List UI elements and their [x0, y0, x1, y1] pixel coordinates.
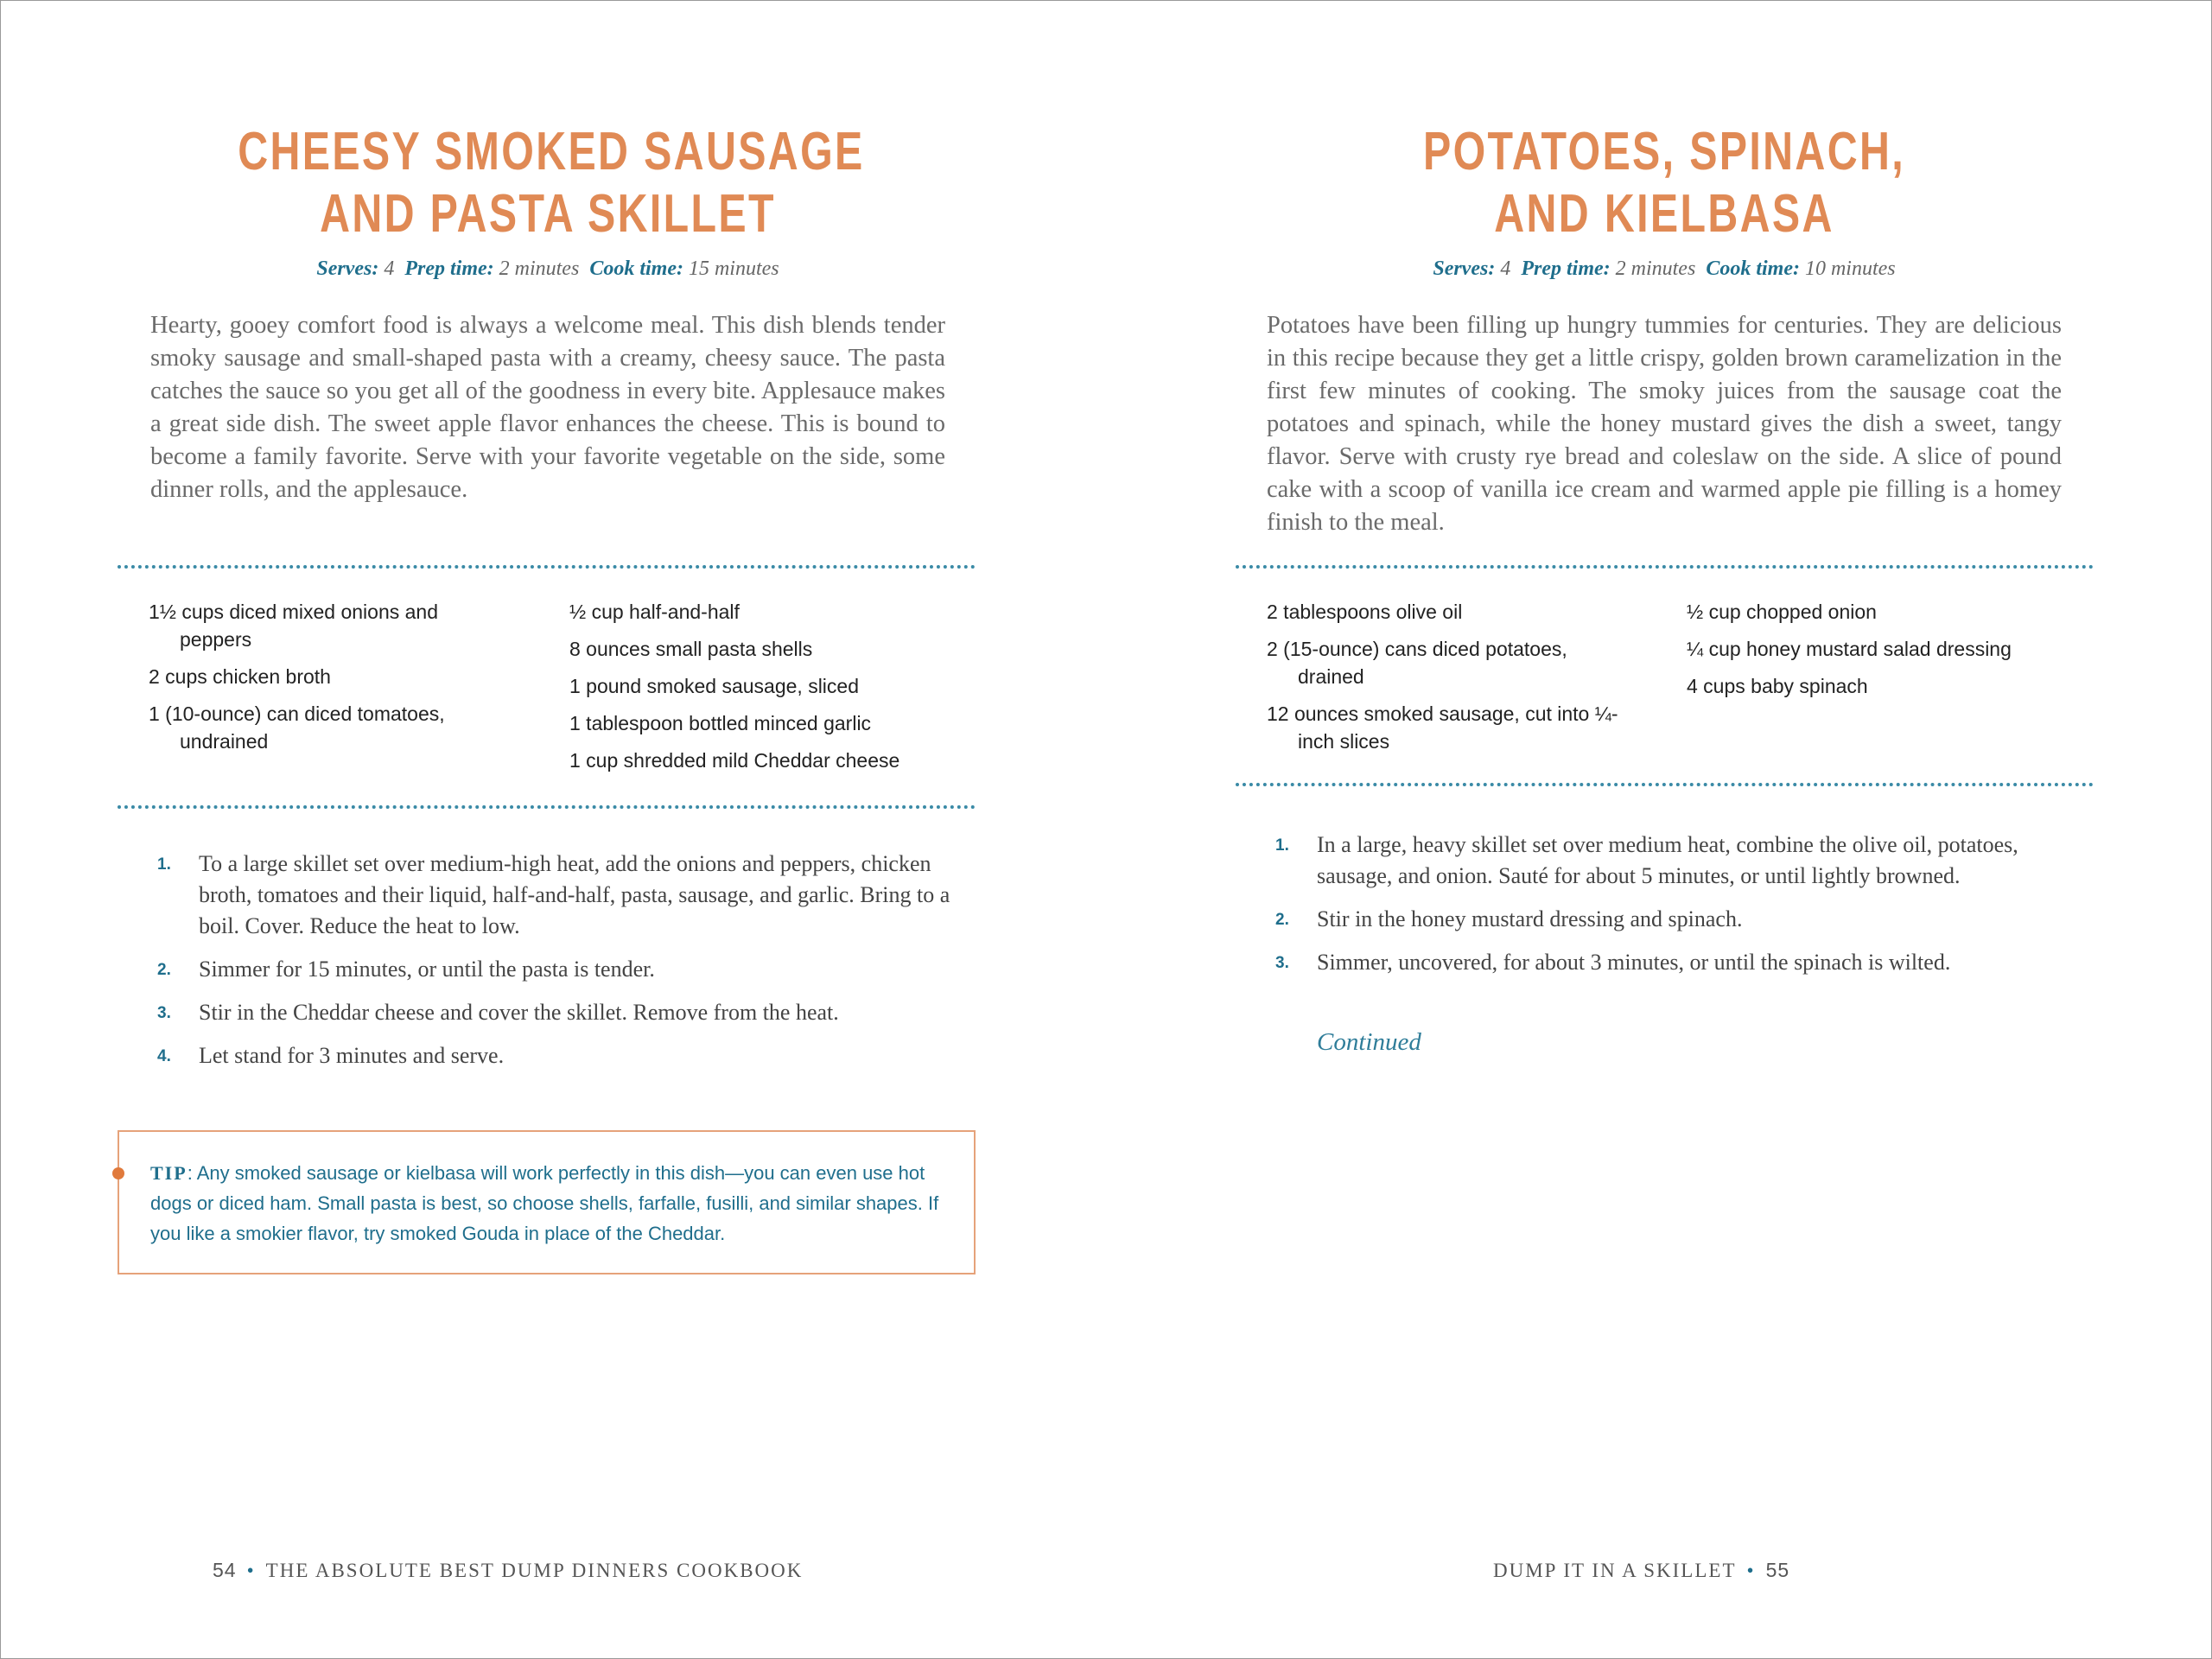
step-number: 3.	[157, 1004, 171, 1022]
ingredients-column-1	[149, 598, 512, 765]
divider-bottom	[118, 805, 976, 809]
recipe-intro: Hearty, gooey comfort food is always a welcome meal. This dish blends tender smoky sausage and small-shaped pasta with a creamy, cheesy sauce. The pasta catches the sauce so you get all of the goodness in every bite. Applesauce makes a great side dish. The sweet apple flavor enhances the cheese. This is bound to become a family favorite. Serve with your favorite vegetable on the side, some dinner rolls, and the applesauce.	[150, 312, 945, 503]
step-text: To a large skillet set over medium-high heat, add the onions and peppers, chicken broth, tomatoes and their liquid, half-and-half, pasta, sausage, and garlic. Bring to a boil. Cover. Reduce the heat to low.	[199, 851, 950, 938]
recipe-meta	[1267, 257, 2062, 281]
page-footer	[213, 1559, 803, 1582]
cook-value: 10 minutes	[1804, 257, 1896, 280]
tip-label: TIP	[150, 1162, 188, 1184]
section-title: DUMP IT IN A SKILLET	[1493, 1560, 1737, 1581]
continued-label: Continued	[1317, 1028, 1421, 1056]
ingredient: 2 cups chicken broth	[149, 665, 331, 688]
step-number: 3.	[1275, 954, 1289, 972]
footer-bullet: •	[246, 1560, 256, 1581]
ingredient: 12 ounces smoked sausage, cut into ¼-inch slices	[1267, 702, 1618, 753]
title-line: AND PASTA SKILLET	[320, 184, 776, 244]
page-number: 55	[1765, 1559, 1790, 1581]
step-text: Simmer for 15 minutes, or until the pasta is tender.	[199, 957, 655, 982]
step-text: Let stand for 3 minutes and serve.	[199, 1043, 505, 1068]
prep-value: 2 minutes	[1615, 257, 1696, 280]
ingredients-column-1	[1267, 598, 1630, 765]
ingredient: 2 (15-ounce) cans diced potatoes, drained	[1267, 638, 1567, 688]
ingredient: 1 pound smoked sausage, sliced	[569, 675, 859, 697]
divider-top	[118, 565, 976, 569]
step-text: Simmer, uncovered, for about 3 minutes, or until the spinach is wilted.	[1317, 950, 1951, 975]
cook-label: Cook time:	[589, 257, 683, 280]
ingredient: ¼ cup honey mustard salad dressing	[1687, 638, 2012, 660]
recipe-steps	[157, 849, 952, 1084]
right-page	[1106, 0, 2212, 1659]
ingredient: 8 ounces small pasta shells	[569, 638, 813, 660]
step-number: 2.	[1275, 911, 1289, 929]
tip-body: : Any smoked sausage or kielbasa will work perfectly in this dish—you can even use hot dogs or diced ham. Small pasta is best, so choose shells, farfalle, fusilli, and similar shapes. If you like a smokier flavor, try smoked Gouda in place of the Cheddar.	[150, 1162, 939, 1244]
recipe-intro: Potatoes have been filling up hungry tummies for centuries. They are delicious in this recipe because they get a little crispy, golden brown caramelization in the first few minutes of cooking. The smoky juices from the sausage coat the potatoes and spinach, while the honey mustard gives the dish a sweet, tangy flavor. Serve with crusty rye bread and coleslaw on the side. A slice of pound cake with a scoop of vanilla ice cream and warmed apple pie filling is a homey finish to the meal.	[1267, 312, 2062, 536]
serves-value: 4	[1500, 257, 1511, 280]
title-line: CHEESY SMOKED SAUSAGE	[238, 122, 865, 181]
cook-label: Cook time:	[1706, 257, 1800, 280]
title-line: POTATOES, SPINACH,	[1422, 122, 1906, 181]
ingredients-column-2	[1687, 598, 2093, 709]
step-item	[1275, 904, 2070, 935]
step-number: 1.	[1275, 836, 1289, 855]
step-number: 1.	[157, 855, 171, 874]
step-text: Stir in the Cheddar cheese and cover the skillet. Remove from the heat.	[199, 1000, 839, 1025]
ingredient: 1 tablespoon bottled minced garlic	[569, 712, 872, 734]
ingredient: ½ cup half-and-half	[569, 601, 740, 623]
step-item	[1275, 830, 2070, 892]
ingredients-list	[1267, 598, 2096, 762]
step-item	[157, 849, 952, 942]
serves-label: Serves:	[1433, 257, 1496, 280]
divider-bottom	[1236, 783, 2094, 786]
serves-label: Serves:	[316, 257, 379, 280]
ingredients-list	[149, 598, 978, 788]
ingredient: 2 tablespoons olive oil	[1267, 601, 1463, 623]
step-item	[157, 954, 952, 985]
tip-bullet-icon	[112, 1167, 124, 1179]
prep-value: 2 minutes	[499, 257, 580, 280]
tip-text	[150, 1158, 954, 1249]
recipe-steps	[1275, 830, 2070, 990]
serves-value: 4	[384, 257, 395, 280]
ingredient: 1 (10-ounce) can diced tomatoes, undrained	[149, 702, 445, 753]
book-title: THE ABSOLUTE BEST DUMP DINNERS COOKBOOK	[265, 1560, 804, 1581]
title-line: AND KIELBASA	[1494, 184, 1834, 244]
ingredients-column-2	[569, 598, 976, 784]
cook-value: 15 minutes	[688, 257, 779, 280]
step-text: In a large, heavy skillet set over medium heat, combine the olive oil, potatoes, sausage, and onion. Sauté for about 5 minutes, or until lightly browned.	[1317, 832, 2018, 888]
prep-label: Prep time:	[1521, 257, 1611, 280]
footer-bullet: •	[1746, 1560, 1756, 1581]
ingredient: ½ cup chopped onion	[1687, 601, 1877, 623]
step-item	[1275, 947, 2070, 978]
divider-top	[1236, 565, 2094, 569]
step-item	[157, 997, 952, 1028]
prep-label: Prep time:	[404, 257, 494, 280]
recipe-title	[1354, 121, 1974, 245]
step-item	[157, 1040, 952, 1071]
step-text: Stir in the honey mustard dressing and spinach.	[1317, 906, 1743, 931]
step-number: 4.	[157, 1047, 171, 1065]
recipe-title	[238, 121, 865, 245]
page-number: 54	[213, 1559, 237, 1581]
page-footer	[1493, 1559, 1789, 1582]
ingredient: 1½ cups diced mixed onions and peppers	[149, 601, 438, 651]
ingredient: 1 cup shredded mild Cheddar cheese	[569, 749, 900, 772]
step-number: 2.	[157, 961, 171, 979]
ingredient: 4 cups baby spinach	[1687, 675, 1868, 697]
recipe-meta	[150, 257, 945, 281]
